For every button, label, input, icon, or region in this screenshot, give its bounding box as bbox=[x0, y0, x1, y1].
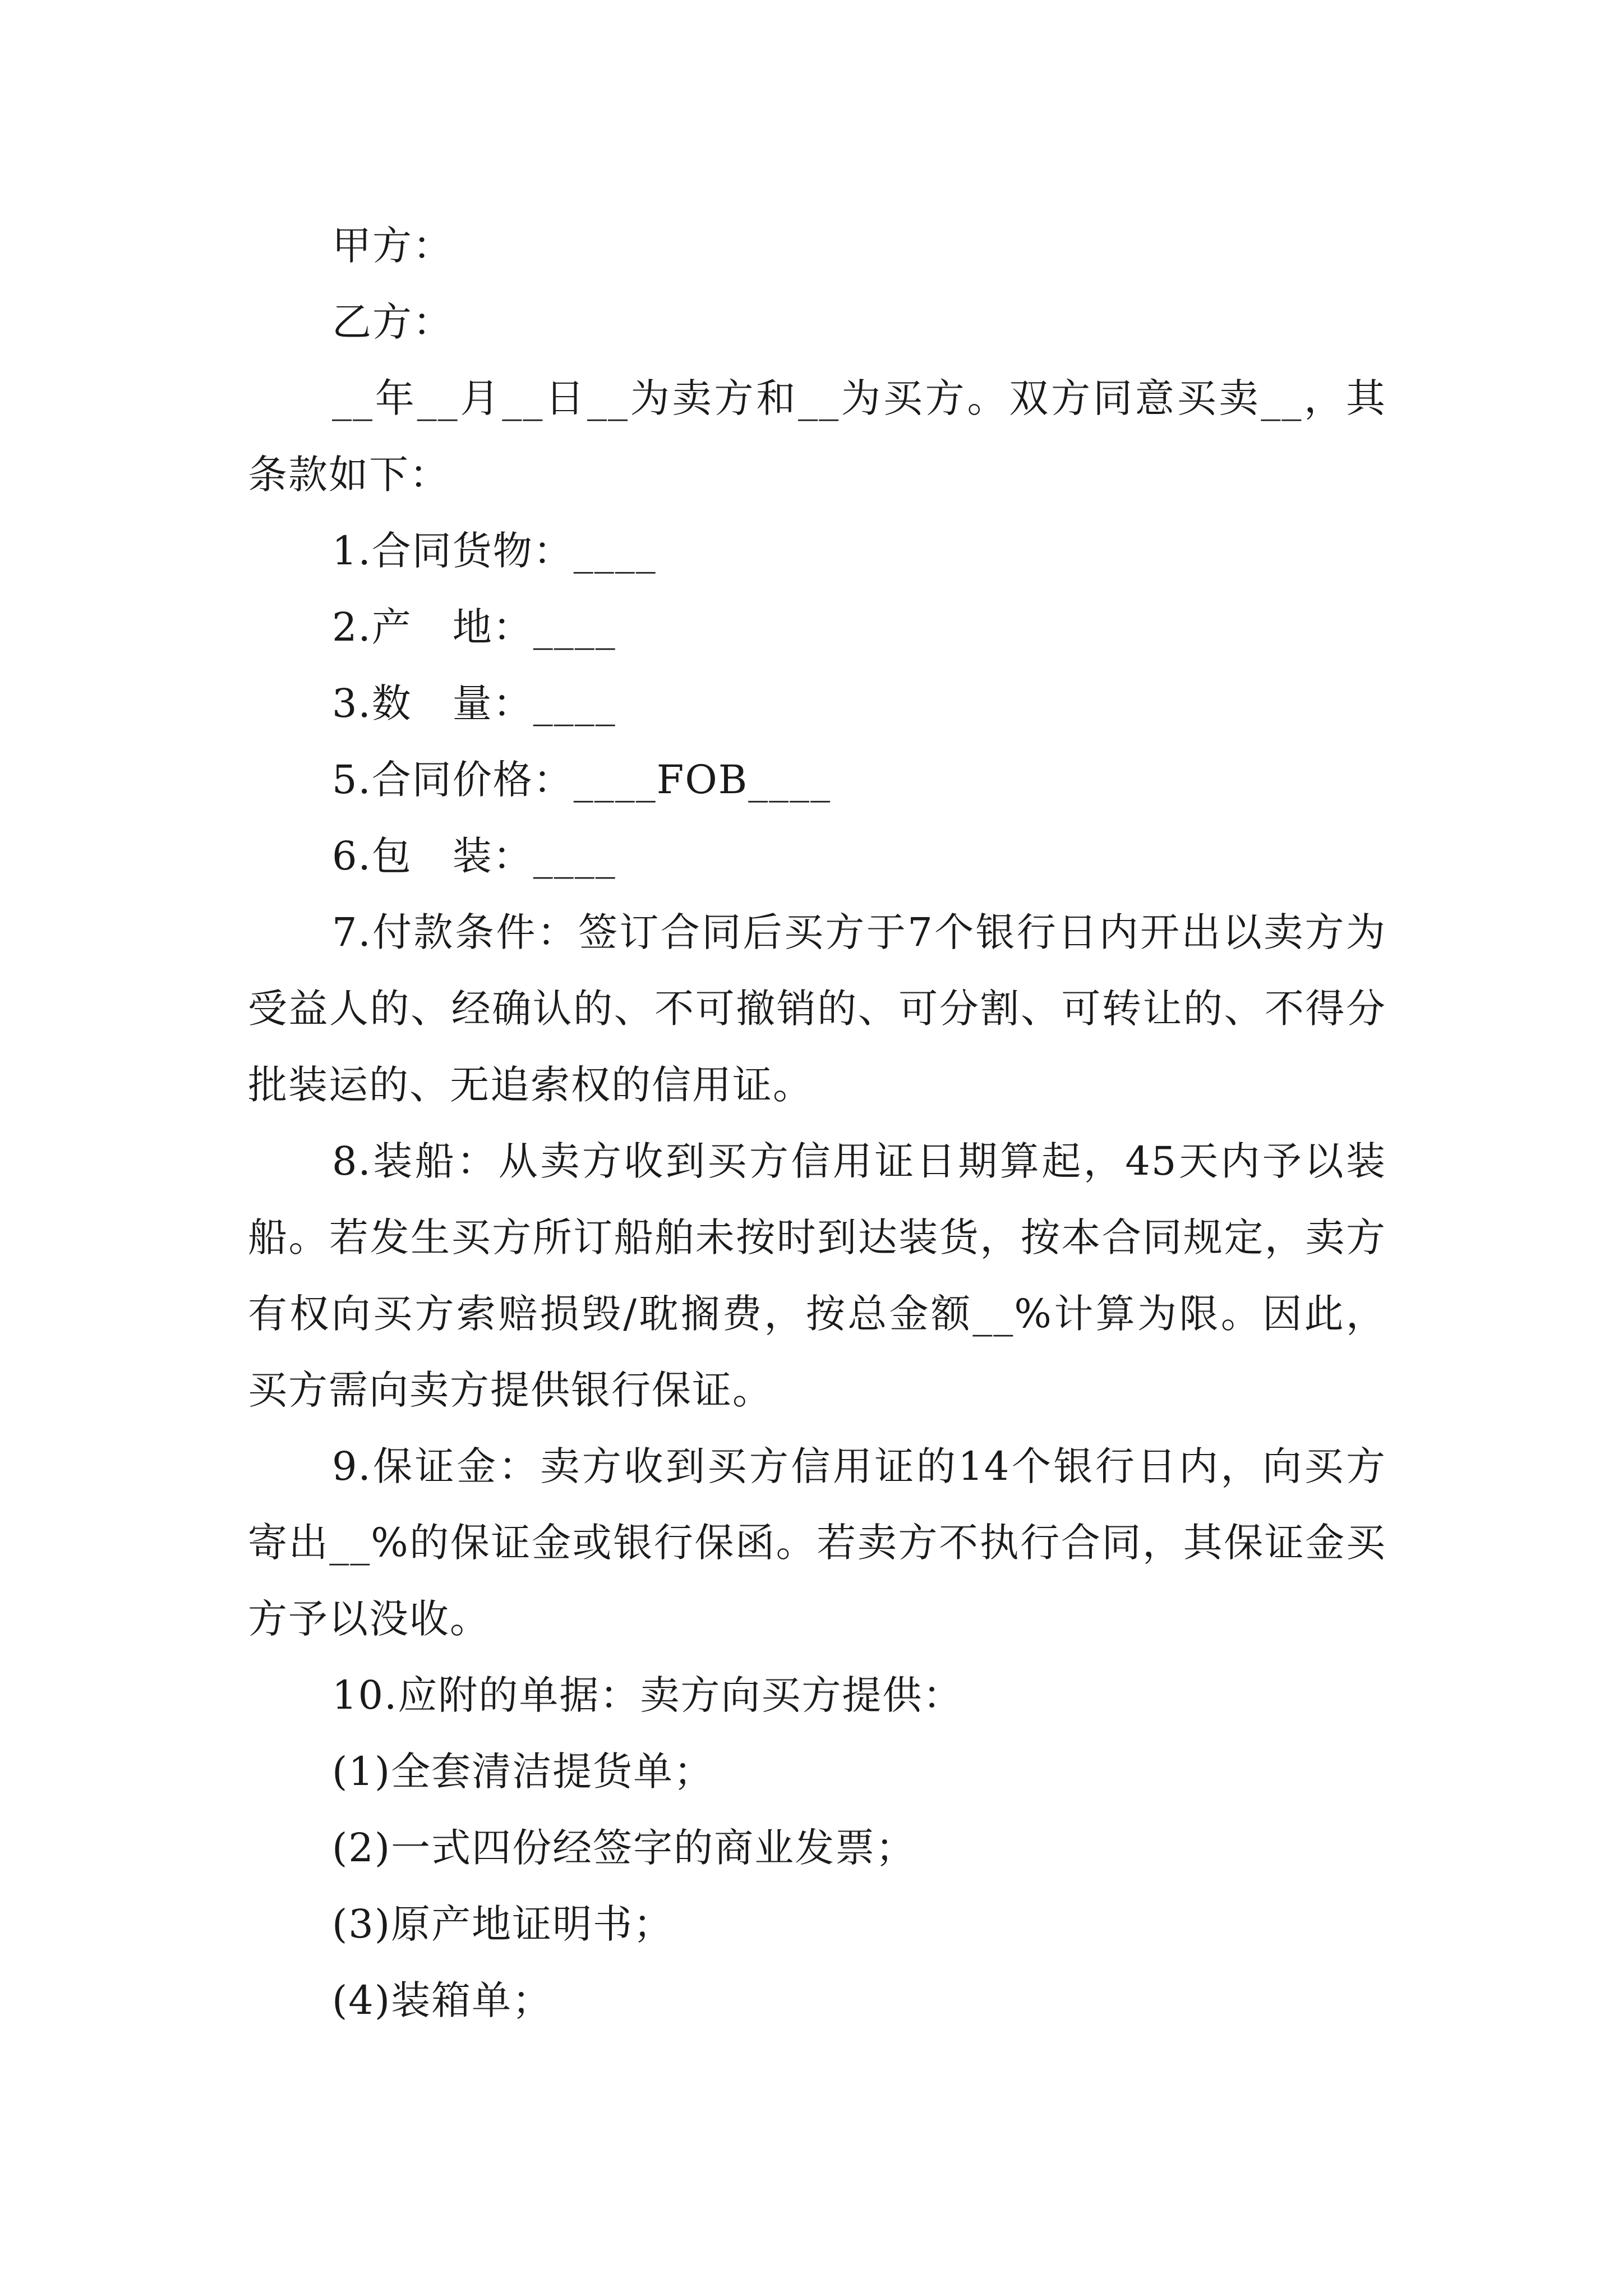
document-item: (2)一式四份经签字的商业发票； bbox=[332, 1825, 916, 1871]
document-item: (4)装箱单； bbox=[332, 1977, 553, 2023]
clause-deposit: 9.保证金：卖方收到买方信用证的14个银行日内，向买方寄出__%的保证金或银行保函。若卖方不执行合同，其保证金买方予以没收。 bbox=[248, 1443, 1386, 1642]
intro-paragraph: __年__月__日__为卖方和__为买方。双方同意买卖__，其条款如下： bbox=[248, 375, 1386, 498]
clause-documents: 10.应附的单据：卖方向买方提供： bbox=[332, 1672, 963, 1718]
clause-origin: 2.产 地：____ bbox=[332, 604, 616, 650]
party-b-line: 乙方： bbox=[332, 299, 453, 345]
document-item: (3)原产地证明书； bbox=[332, 1901, 674, 1947]
document-item: (1)全套清洁提货单； bbox=[332, 1749, 714, 1795]
clause-packing: 6.包 装：____ bbox=[332, 833, 616, 879]
clause-payment: 7.付款条件：签订合同后买方于7个银行日内开出以卖方为受益人的、经确认的、不可撤销的、可分割、可转让的、不得分批装运的、无追索权的信用证。 bbox=[248, 909, 1386, 1108]
clause-price: 5.合同价格：____FOB____ bbox=[332, 757, 832, 803]
clause-shipment: 8.装船：从卖方收到买方信用证日期算起，45天内予以装船。若发生买方所订船舶未按时到达装货，按本合同规定，卖方有权向买方索赔损毁/耽搁费，按总金额__%计算为限。因此，买方需向卖方提供银行保证。 bbox=[248, 1138, 1386, 1413]
clause-goods: 1.合同货物：____ bbox=[332, 528, 657, 574]
clause-quantity: 3.数 量：____ bbox=[332, 680, 616, 726]
contract-body bbox=[248, 208, 1386, 2039]
party-a-line: 甲方： bbox=[332, 223, 453, 269]
